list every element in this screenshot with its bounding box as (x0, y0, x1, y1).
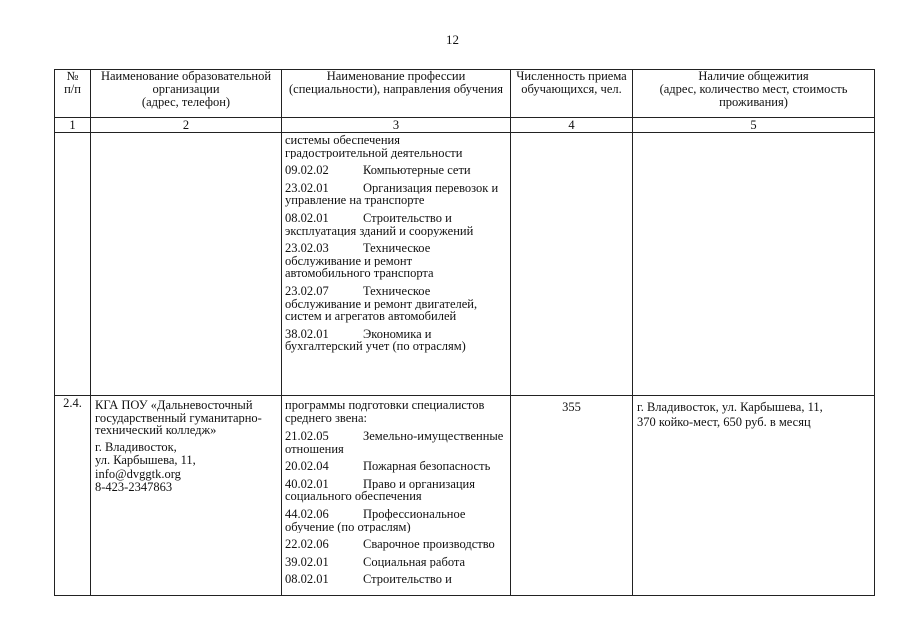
program-line (285, 573, 510, 586)
program-line (285, 225, 510, 238)
program-title: Техническое (363, 242, 431, 255)
hostel-cell (633, 396, 875, 596)
column-number: 1 (55, 118, 91, 133)
header-col-num (55, 70, 91, 118)
hostel-line: 370 койко-мест, 650 руб. в месяц (637, 415, 811, 429)
hostel-info (633, 396, 874, 430)
program-line (285, 328, 510, 341)
program-item (282, 460, 510, 473)
header-text: Наличие общежития (698, 69, 809, 83)
org-cell (91, 396, 282, 596)
header-col-count (511, 70, 633, 118)
program-line (285, 521, 510, 534)
programs-heading (282, 399, 510, 425)
program-title: отношения (285, 442, 344, 456)
program-title: обслуживание и ремонт двигателей, (285, 297, 478, 311)
org-cell (91, 133, 282, 396)
program-line (285, 164, 510, 177)
org-name-line: государственный гуманитарно- (95, 410, 262, 425)
program-code: 20.02.04 (285, 460, 329, 473)
program-code: 38.02.01 (285, 327, 329, 341)
program-title: обслуживание и ремонт (285, 254, 413, 268)
program-line (285, 478, 510, 491)
program-line (285, 182, 510, 195)
program-title: социального обеспечения (285, 490, 422, 503)
count-cell (511, 396, 633, 596)
program-line (285, 538, 510, 551)
header-col-hostel (633, 70, 875, 118)
header-text: проживания) (719, 95, 788, 109)
program-code: 23.02.03 (285, 242, 329, 255)
program-title: эксплуатация зданий и сооружений (285, 224, 474, 238)
header-row (55, 70, 875, 118)
admission-count (511, 133, 632, 137)
program-list (282, 396, 510, 586)
header-text: (адрес, телефон) (141, 95, 231, 109)
program-line (285, 134, 510, 147)
header-col-program (282, 70, 511, 118)
program-item (282, 285, 510, 323)
program-item (282, 164, 510, 177)
header-text: обучающихся, чел. (521, 82, 622, 96)
header-text: (специальности), направления обучения (289, 82, 503, 96)
program-item (282, 182, 510, 207)
program-line (285, 242, 510, 255)
program-item (282, 556, 510, 569)
header-text: организации (152, 82, 220, 96)
program-line (285, 310, 510, 323)
program-title: обучение (по отраслям) (285, 520, 411, 534)
programs-heading-line: программы подготовки специалистов (285, 398, 485, 412)
hostel-info (633, 133, 874, 137)
org-name (91, 399, 281, 437)
program-line (285, 255, 510, 268)
program-line (285, 267, 510, 280)
programs-cell (282, 396, 511, 596)
header-text: Наименование образовательной (100, 69, 272, 83)
program-line (285, 147, 510, 160)
program-title: Социальная работа (363, 555, 466, 569)
header-text: Наименование профессии (326, 69, 466, 83)
programs-cell (282, 133, 511, 396)
org-info (91, 396, 281, 495)
program-code: 22.02.06 (285, 538, 329, 551)
program-list (282, 133, 510, 353)
program-title: Экономика и (363, 327, 432, 341)
program-line (285, 194, 510, 207)
program-line (285, 212, 510, 225)
header-text: п/п (64, 82, 81, 96)
program-title: Компьютерные сети (363, 164, 471, 177)
program-title: управление на транспорте (285, 194, 425, 207)
program-item (282, 212, 510, 237)
org-name-line: КГА ПОУ «Дальневосточный (95, 398, 253, 412)
program-title: систем и агрегатов автомобилей (285, 310, 457, 323)
program-code: 21.02.05 (285, 430, 329, 443)
program-code: 09.02.02 (285, 164, 329, 177)
program-line (285, 443, 510, 456)
hostel-line: г. Владивосток, ул. Карбышева, 11, (637, 400, 823, 414)
program-code: 08.02.01 (285, 573, 329, 586)
program-title: Земельно-имущественные (363, 430, 504, 443)
column-number-row (55, 118, 875, 133)
org-info (91, 133, 281, 136)
hostel-cell (633, 133, 875, 396)
program-code: 08.02.01 (285, 211, 329, 225)
program-item (282, 328, 510, 353)
header-text: № (66, 69, 79, 83)
column-number: 2 (91, 118, 282, 133)
org-name-line: технический колледж» (95, 423, 217, 438)
header-text: (адрес, количество мест, стоимость (659, 82, 848, 96)
org-contact-line: 8-423-2347863 (95, 480, 173, 495)
program-code: 44.02.06 (285, 507, 329, 521)
program-line (285, 556, 510, 569)
program-title: Сварочное производство (363, 538, 495, 551)
row-number: 2.4. (63, 396, 82, 410)
program-code: 39.02.01 (285, 555, 329, 569)
program-title: системы обеспечения (285, 134, 400, 147)
column-number: 3 (282, 118, 511, 133)
header-text: Численность приема (516, 69, 627, 83)
table-row (55, 396, 875, 596)
program-item (282, 573, 510, 586)
program-item (282, 478, 510, 503)
program-item (282, 508, 510, 533)
count-cell (511, 133, 633, 396)
program-line (285, 460, 510, 473)
row-number-cell (55, 396, 91, 596)
program-title: градостроительной деятельности (285, 146, 463, 160)
program-line (285, 490, 510, 503)
program-title: Право и организация (363, 477, 475, 491)
program-line (285, 298, 510, 311)
program-title: Строительство и (363, 573, 452, 586)
program-line (285, 508, 510, 521)
page-number: 12 (446, 32, 459, 47)
program-item (282, 430, 510, 455)
program-item (282, 538, 510, 551)
table-row (55, 133, 875, 396)
program-title: Организация перевозок и (363, 181, 499, 195)
row-number-cell (55, 133, 91, 396)
admissions-table (54, 69, 875, 596)
header-col-org (91, 70, 282, 118)
program-item (282, 134, 510, 159)
program-line (285, 285, 510, 298)
program-code: 23.02.01 (285, 181, 329, 195)
column-number: 5 (633, 118, 875, 133)
program-code: 23.02.07 (285, 284, 329, 298)
org-contact-line: г. Владивосток, (95, 439, 177, 454)
programs-heading-line: среднего звена: (285, 411, 367, 425)
org-contact-line: ул. Карбышева, 11, (95, 453, 196, 468)
admission-count: 355 (562, 400, 581, 414)
program-title: Строительство и (363, 211, 452, 225)
program-code: 40.02.01 (285, 477, 329, 491)
program-title: бухгалтерский учет (по отраслям) (285, 340, 466, 353)
program-line (285, 430, 510, 443)
program-title: автомобильного транспорта (285, 267, 434, 280)
program-title: Профессиональное (363, 507, 466, 521)
org-contact-line: info@dvggtk.org (95, 466, 181, 481)
program-title: Техническое (363, 284, 431, 298)
program-title: Пожарная безопасность (363, 460, 491, 473)
program-item (282, 242, 510, 280)
program-line (285, 340, 510, 353)
column-number: 4 (511, 118, 633, 133)
